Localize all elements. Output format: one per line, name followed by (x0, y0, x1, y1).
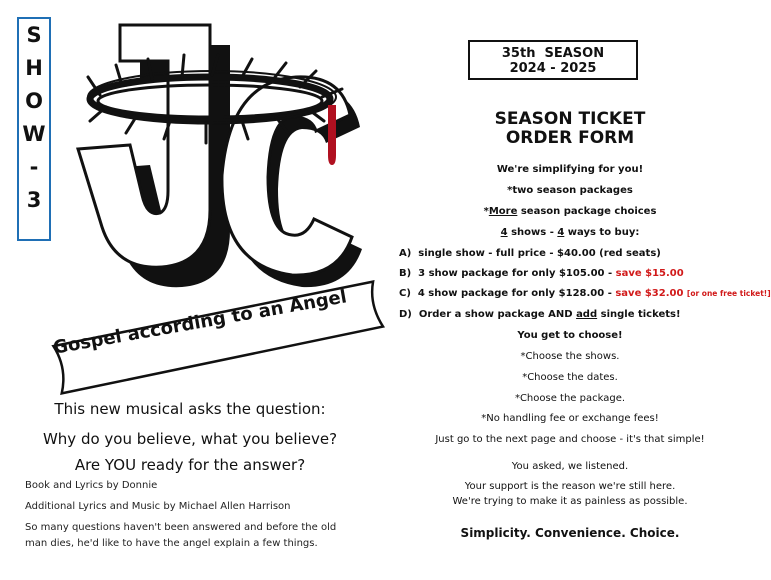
choose-item: *Choose the package. (514, 393, 626, 404)
description-line: man dies, he'd like to have the angel explain a few things. (25, 538, 318, 549)
logo-banner-text: Gospel according to an Angel (51, 286, 349, 359)
intro-question: This new musical asks the question: (54, 400, 326, 418)
option-b-savings: save $15.00 (615, 268, 684, 279)
option-c-note: [or one free ticket!] (686, 289, 771, 298)
show-letter: O (25, 89, 43, 113)
show-letter: S (26, 23, 42, 47)
choose-heading: You get to choose! (517, 330, 623, 341)
four-ways-line (390, 227, 750, 238)
season-box (468, 40, 638, 80)
form-title-line: ORDER FORM (505, 128, 635, 148)
painless-line: We're trying to make it as painless as possible. (452, 496, 688, 507)
form-title-line: SEASON TICKET (494, 109, 646, 129)
option-d-rest: single tickets! (597, 309, 681, 320)
more-prefix: * (483, 206, 489, 217)
show-number-label (17, 17, 51, 241)
no-fee-line: *No handling fee or exchange fees! (481, 413, 659, 424)
four-ways-number: 4 (557, 227, 565, 238)
form-title (390, 110, 750, 148)
asked-line: You asked, we listened. (511, 461, 629, 472)
choose-item: *Choose the shows. (520, 351, 620, 362)
letter-j-graphic (78, 25, 230, 287)
simplify-line: We're simplifying for you! (496, 164, 644, 175)
option-b-text: B) 3 show package for only $105.00 - (399, 268, 616, 279)
choose-item: *Choose the dates. (522, 372, 618, 383)
four-ways-text: ways to buy: (564, 227, 640, 238)
option-c-savings: save $32.00 (615, 288, 687, 299)
option-d-add: add (576, 309, 598, 320)
option-a: A) single show - full price - $40.00 (red seats) (399, 248, 661, 259)
season-years: 2024 - 2025 (509, 61, 597, 76)
option-c-text: C) 4 show package for only $128.00 - (399, 288, 616, 299)
support-line: Your support is the reason we're still here. (464, 481, 676, 492)
show-letter: - (29, 155, 39, 179)
more-choices-line (390, 206, 750, 217)
next-page-line: Just go to the next page and choose - it's that simple! (435, 434, 705, 445)
book-credit: Book and Lyrics by Donnie (25, 480, 158, 491)
show-letter: W (22, 122, 46, 146)
description-line: So many questions haven't been answered and before the old (25, 522, 337, 533)
more-word: More (488, 206, 518, 217)
option-d (399, 309, 681, 320)
option-c (399, 288, 771, 299)
music-credit: Additional Lyrics and Music by Michael Allen Harrison (25, 501, 291, 512)
option-b (399, 268, 684, 279)
letter-c-graphic (222, 77, 362, 287)
intro-question: Why do you believe, what you believe? (42, 430, 338, 448)
show-letter: H (25, 56, 43, 80)
tagline: Simplicity. Convenience. Choice. (460, 526, 680, 540)
more-rest: season package choices (517, 206, 657, 217)
show-letter: 3 (26, 188, 42, 212)
intro-question: Are YOU ready for the answer? (74, 456, 306, 474)
season-number: 35th SEASON (501, 46, 605, 61)
four-shows-text: shows - (507, 227, 558, 238)
option-d-text: D) Order a show package AND (399, 309, 577, 320)
blood-drip-graphic (328, 105, 336, 165)
two-packages-line: *two season packages (507, 185, 633, 196)
four-shows-number: 4 (500, 227, 508, 238)
